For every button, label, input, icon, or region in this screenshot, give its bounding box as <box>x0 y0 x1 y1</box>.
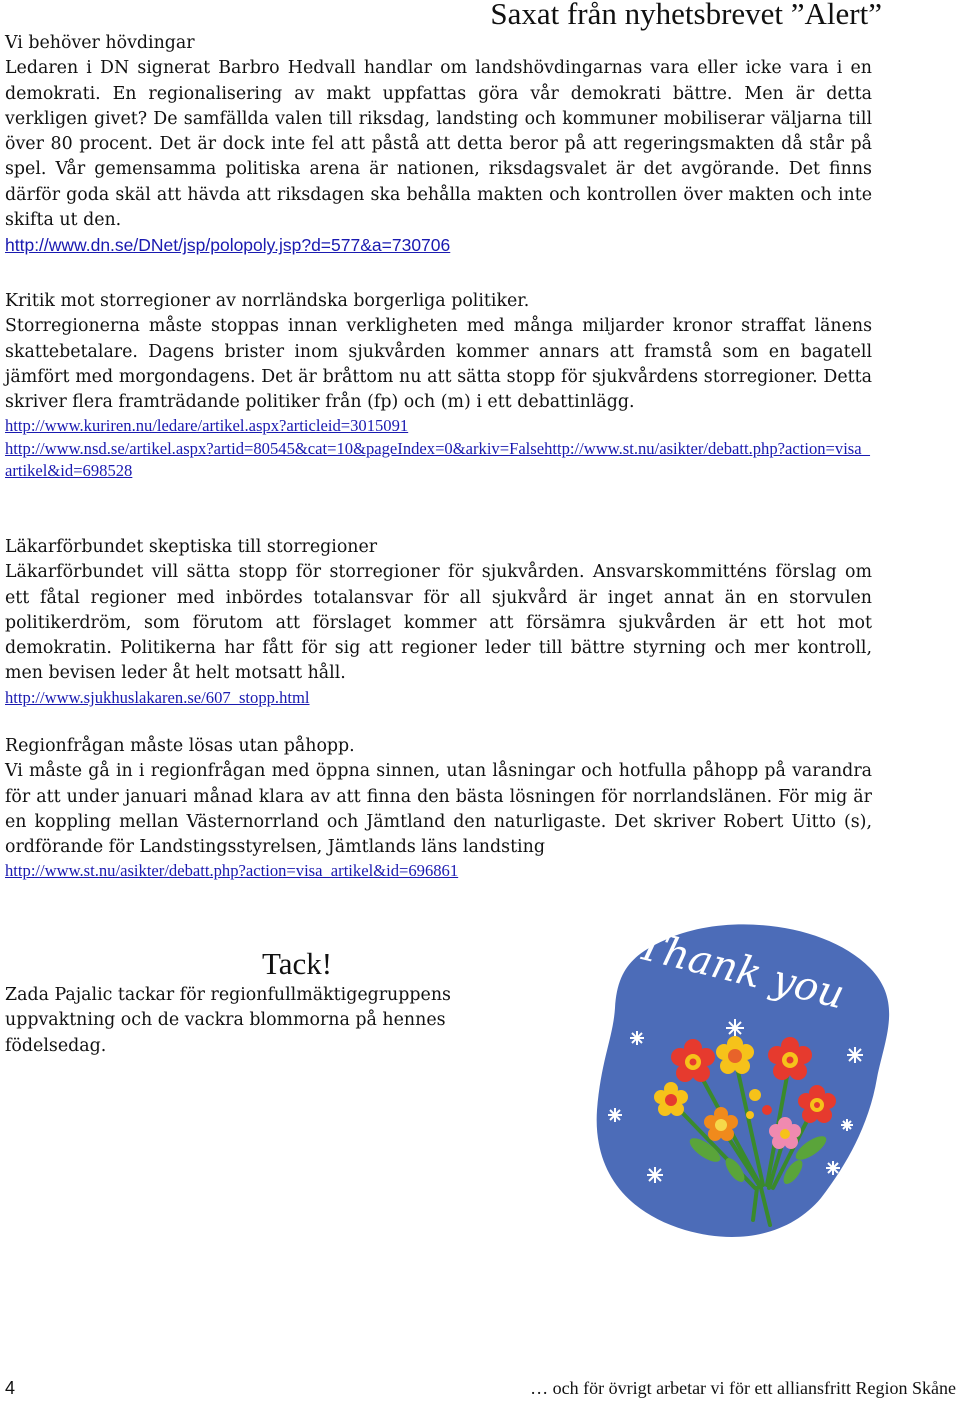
tack-heading: Tack! <box>262 946 333 981</box>
page-number: 4 <box>5 1378 16 1398</box>
article-body: Läkarförbundet vill sätta stopp för storregioner för sjukvården. Ansvarskommitténs förslag om ett fåtal regioner med inbördes totalansvar för all sjukvård är inget annat än en storvulen politikerdröm, som förutom att förslaget kommer att försämra sjukvården är ett hot mot demokratin. Politikerna har fått för sig att regioner leder till bättre styrning och mer kontroll, men bevisen leder åt helt motsatt håll. <box>5 562 872 684</box>
article-dn-landshovdingar <box>5 31 872 259</box>
tack-body: Zada Pajalic tackar för regionfullmäktigegruppens uppvaktning och de vackra blommorna på hennes födelsedag. <box>5 985 451 1056</box>
article-body: Vi måste gå in i regionfrågan med öppna sinnen, utan låsningar och hotfulla påhopp på varandra för att under januari månad klara av att finna den bästa lösningen för norrlandslänen. För mig är en koppling mellan Västernorrland och Jämtland den naturligaste. Det skriver Robert Uitto (s), ordförande för Landstingsstyrelsen, Jämtlands läns landsting <box>5 761 872 858</box>
article-body: Storregionerna måste stoppas innan verkligheten med många miljarder kronor straffat länens skattebetalare. Dagens brister inom sjukvården kommer annars att framstå som en bagatell jämfört med morgondagens. Det är bråttom nu att sätta stopp för sjukvårdens storregioner. Detta skriver flera framträdande politiker från (fp) och (m) i ett debattinlägg. <box>5 316 872 413</box>
article-heading: Läkarförbundet skeptiska till storregioner <box>5 537 378 557</box>
article-storregioner-kritik <box>5 289 872 483</box>
article-link[interactable]: http://www.nsd.se/artikel.aspx?artid=80545&cat=10&pageIndex=0&arkiv=Falsehttp://www.st.nu/asikter/debatt.php?action=visa_artikel&id=698528 <box>5 438 870 481</box>
thank-you-script: Thank you <box>632 922 849 1019</box>
article-link[interactable]: http://www.dn.se/DNet/jsp/polopoly.jsp?d=577&a=730706 <box>5 235 451 256</box>
article-link[interactable]: http://www.kuriren.nu/ledare/artikel.aspx?articleid=3015091 <box>5 416 409 436</box>
article-link[interactable]: http://www.sjukhuslakaren.se/607_stopp.html <box>5 687 310 707</box>
article-heading: Regionfrågan måste lösas utan påhopp. <box>5 736 355 756</box>
article-lakarforbundet <box>5 535 872 709</box>
footer-tagline: … och för övrigt arbetar vi för ett alliansfritt Region Skåne <box>530 1378 956 1398</box>
article-heading: Vi behöver hövdingar <box>5 33 195 53</box>
article-heading: Kritik mot storregioner av norrländska borgerliga politiker. <box>5 291 530 311</box>
article-regionfragan <box>5 734 872 883</box>
article-link[interactable]: http://www.st.nu/asikter/debatt.php?action=visa_artikel&id=696861 <box>5 861 459 881</box>
article-body: Ledaren i DN signerat Barbro Hedvall handlar om landshövdingarnas vara eller icke vara i en demokrati. En regionalisering av makt uppfattas göra vår demokrati bättre. Men är detta verkligen givet? De samfällda valen till riksdag, landsting och kommuner mobiliserar väljarna till över 80 procent. Det är dock inte fel att påstå att detta beror på att regeringsmakten då står på spel. Vår gemensamma politiska arena är nationen, riksdagsvalet är det avgörande. Det finns därför goda skäl att hävda att riksdagen ska behålla makten och kontrollen över makten och inte skifta ut den. <box>5 58 872 231</box>
thank-you-bouquet-image <box>585 920 900 1242</box>
page-title: Saxat från nyhetsbrevet ”Alert” <box>490 0 882 31</box>
